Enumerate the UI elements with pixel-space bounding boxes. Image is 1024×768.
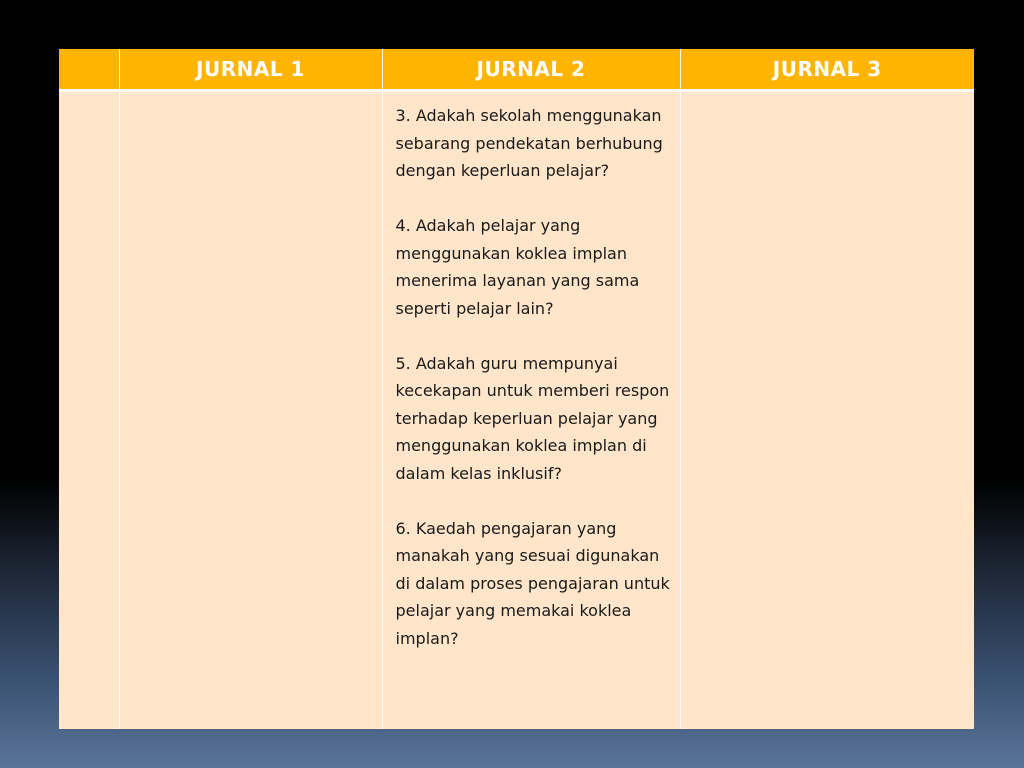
header-jurnal-2: JURNAL 2 <box>382 49 680 91</box>
question-4: 4. Adakah pelajar yang menggunakan koklea implan menerima layanan yang sama seperti pelajar lain? <box>395 216 640 318</box>
cell-blank <box>59 91 119 730</box>
question-3: 3. Adakah sekolah menggunakan sebarang pendekatan berhubung dengan keperluan pelajar? <box>395 106 663 180</box>
header-jurnal-1: JURNAL 1 <box>119 49 382 91</box>
jurnal-table <box>59 49 974 729</box>
question-list <box>383 92 680 652</box>
body-row <box>59 91 974 730</box>
question-6: 6. Kaedah pengajaran yang manakah yang sesuai digunakan di dalam proses pengajaran untuk pelajar yang memakai koklea implan? <box>395 518 670 648</box>
header-row <box>59 49 974 91</box>
header-blank <box>59 49 119 91</box>
question-5: 5. Adakah guru mempunyai kecekapan untuk memberi respon terhadap keperluan pelajar yang menggunakan koklea implan di dalam kelas inklusif? <box>395 353 670 483</box>
cell-jurnal-2 <box>382 91 680 730</box>
header-jurnal-3: JURNAL 3 <box>680 49 974 91</box>
cell-jurnal-3 <box>680 91 974 730</box>
cell-jurnal-1 <box>119 91 382 730</box>
